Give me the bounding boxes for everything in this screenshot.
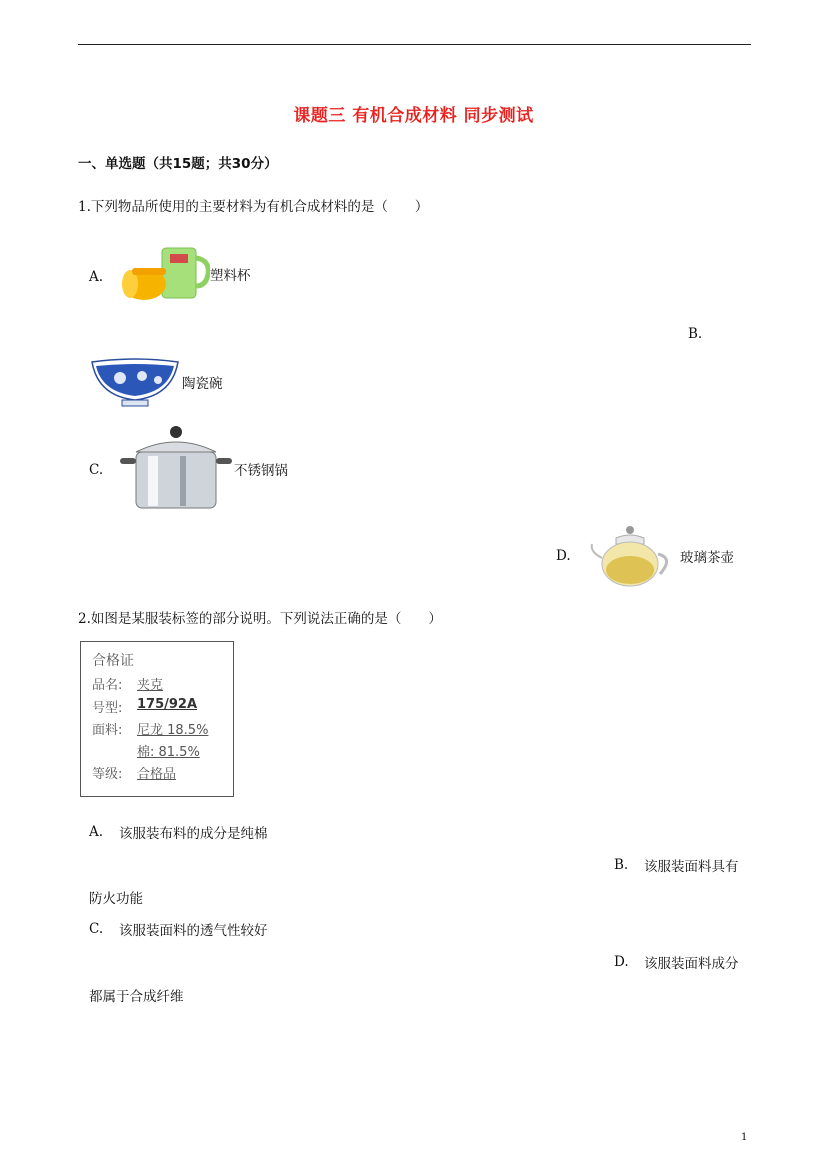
q2-option-c-text: 该服装面料的透气性较好 xyxy=(119,923,268,939)
tag-fabric-key: 面料: xyxy=(92,723,123,738)
porcelain-bowl-image xyxy=(90,356,180,411)
q1-option-b-text: 陶瓷碗 xyxy=(182,376,223,392)
question-1-stem: 1.下列物品所使用的主要材料为有机合成材料的是（ ） xyxy=(78,199,429,215)
tag-size-key: 号型: xyxy=(92,701,123,716)
page-number: 1 xyxy=(741,1132,748,1143)
tag-grade-key: 等级: xyxy=(92,767,123,782)
q1-option-a-text: 塑料杯 xyxy=(210,268,251,284)
stainless-steel-pot-image xyxy=(118,424,234,512)
q1-option-d-text: 玻璃茶壶 xyxy=(680,550,734,566)
q2-option-a-letter: A. xyxy=(89,824,104,840)
section-heading: 一、单选题（共15题；共30分） xyxy=(78,156,278,172)
garment-tag xyxy=(80,641,234,797)
question-2-stem: 2.如图是某服装标签的部分说明。下列说法正确的是（ ） xyxy=(78,611,442,627)
q1-option-d-letter: D. xyxy=(556,548,571,564)
tag-fabric-2: 棉: 81.5% xyxy=(137,745,200,760)
q1-option-b-letter: B. xyxy=(688,326,703,342)
plastic-cups-image xyxy=(118,244,210,306)
q2-option-d-letter: D. xyxy=(614,954,629,970)
q1-option-c-letter: C. xyxy=(89,462,104,478)
tag-size-value: 175/92A xyxy=(137,697,198,712)
q2-option-b-text: 该服装面料具有 xyxy=(644,859,739,875)
glass-teapot-image xyxy=(588,522,676,590)
q1-option-a-letter: A. xyxy=(89,269,104,285)
tag-fabric-1: 尼龙 18.5% xyxy=(137,723,209,738)
q2-option-d-wrap: 都属于合成纤维 xyxy=(89,989,184,1005)
q2-option-d-text: 该服装面料成分 xyxy=(644,956,739,972)
q2-option-b-wrap: 防火功能 xyxy=(89,891,143,907)
q2-option-c-letter: C. xyxy=(89,921,104,937)
tag-name-value: 夹克 xyxy=(137,678,164,693)
header-rule xyxy=(78,44,751,45)
page-title: 课题三 有机合成材料 同步测试 xyxy=(293,106,534,126)
tag-grade-value: 合格品 xyxy=(137,767,177,782)
q2-option-b-letter: B. xyxy=(614,857,629,873)
q1-option-c-text: 不锈钢锅 xyxy=(234,463,288,479)
tag-heading: 合格证 xyxy=(92,653,134,669)
q2-option-a-text: 该服装布料的成分是纯棉 xyxy=(119,826,268,842)
tag-name-key: 品名: xyxy=(92,678,123,693)
